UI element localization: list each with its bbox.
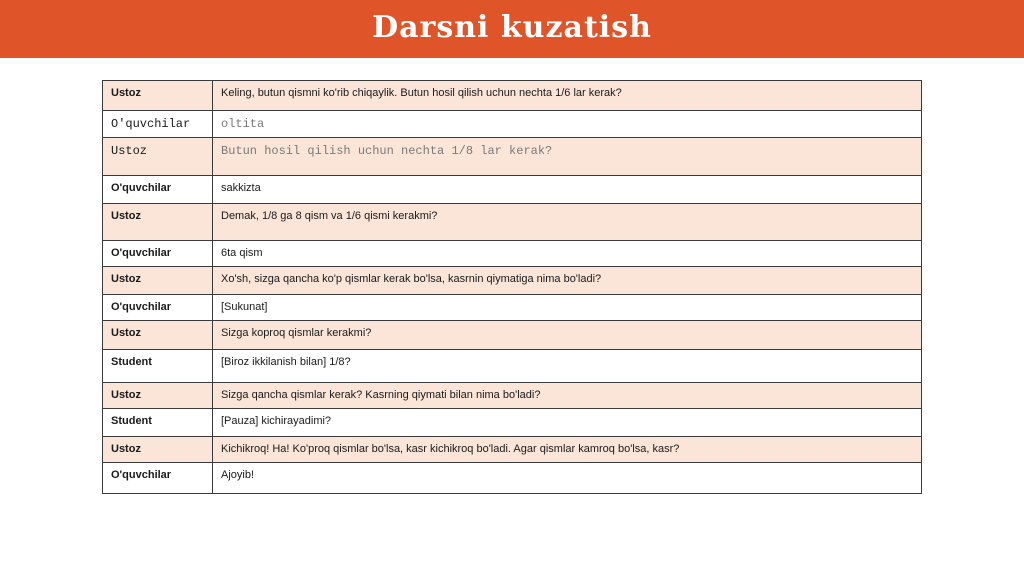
speaker-cell: Ustoz xyxy=(103,81,213,111)
speaker-cell: Student xyxy=(103,350,213,383)
speaker-cell: O'quvchilar xyxy=(103,463,213,494)
line-cell: Demak, 1/8 ga 8 qism va 1/6 qismi kerakmi? xyxy=(213,204,922,241)
table-row xyxy=(103,176,922,204)
speaker-cell: O'quvchilar xyxy=(103,295,213,321)
table-row xyxy=(103,321,922,350)
table-row xyxy=(103,350,922,383)
speaker-cell: Student xyxy=(103,409,213,437)
speaker-cell: O'quvchilar xyxy=(103,176,213,204)
table-row xyxy=(103,295,922,321)
table-row xyxy=(103,409,922,437)
title-bar xyxy=(0,0,1024,58)
table-row xyxy=(103,111,922,138)
line-cell: Kichikroq! Ha! Ko'proq qismlar bo'lsa, kasr kichikroq bo'ladi. Agar qismlar kamroq bo'lsa, kasr? xyxy=(213,437,922,463)
speaker-cell: O'quvchilar xyxy=(103,241,213,267)
line-cell: Sizga qancha qismlar kerak? Kasrning qiymati bilan nima bo'ladi? xyxy=(213,383,922,409)
line-cell: oltita xyxy=(213,111,922,138)
speaker-cell: Ustoz xyxy=(103,321,213,350)
speaker-cell: O'quvchilar xyxy=(103,111,213,138)
line-cell: Ajoyib! xyxy=(213,463,922,494)
table-row xyxy=(103,81,922,111)
line-cell: [Sukunat] xyxy=(213,295,922,321)
line-cell: Keling, butun qismni ko'rib chiqaylik. Butun hosil qilish uchun nechta 1/6 lar kerak? xyxy=(213,81,922,111)
page-title: Darsni kuzatish xyxy=(372,9,652,45)
line-cell: [Biroz ikkilanish bilan] 1/8? xyxy=(213,350,922,383)
line-cell: sakkizta xyxy=(213,176,922,204)
table-row xyxy=(103,138,922,176)
line-cell: 6ta qism xyxy=(213,241,922,267)
table-row xyxy=(103,204,922,241)
line-cell: Butun hosil qilish uchun nechta 1/8 lar kerak? xyxy=(213,138,922,176)
table-row xyxy=(103,437,922,463)
line-cell: Sizga koproq qismlar kerakmi? xyxy=(213,321,922,350)
speaker-cell: Ustoz xyxy=(103,138,213,176)
line-cell: [Pauza] kichirayadimi? xyxy=(213,409,922,437)
speaker-cell: Ustoz xyxy=(103,437,213,463)
speaker-cell: Ustoz xyxy=(103,267,213,295)
speaker-cell: Ustoz xyxy=(103,204,213,241)
table-row xyxy=(103,463,922,494)
table-row xyxy=(103,383,922,409)
table-row xyxy=(103,241,922,267)
line-cell: Xo'sh, sizga qancha ko'p qismlar kerak bo'lsa, kasrnin qiymatiga nima bo'ladi? xyxy=(213,267,922,295)
speaker-cell: Ustoz xyxy=(103,383,213,409)
dialog-table xyxy=(102,80,922,494)
table-row xyxy=(103,267,922,295)
